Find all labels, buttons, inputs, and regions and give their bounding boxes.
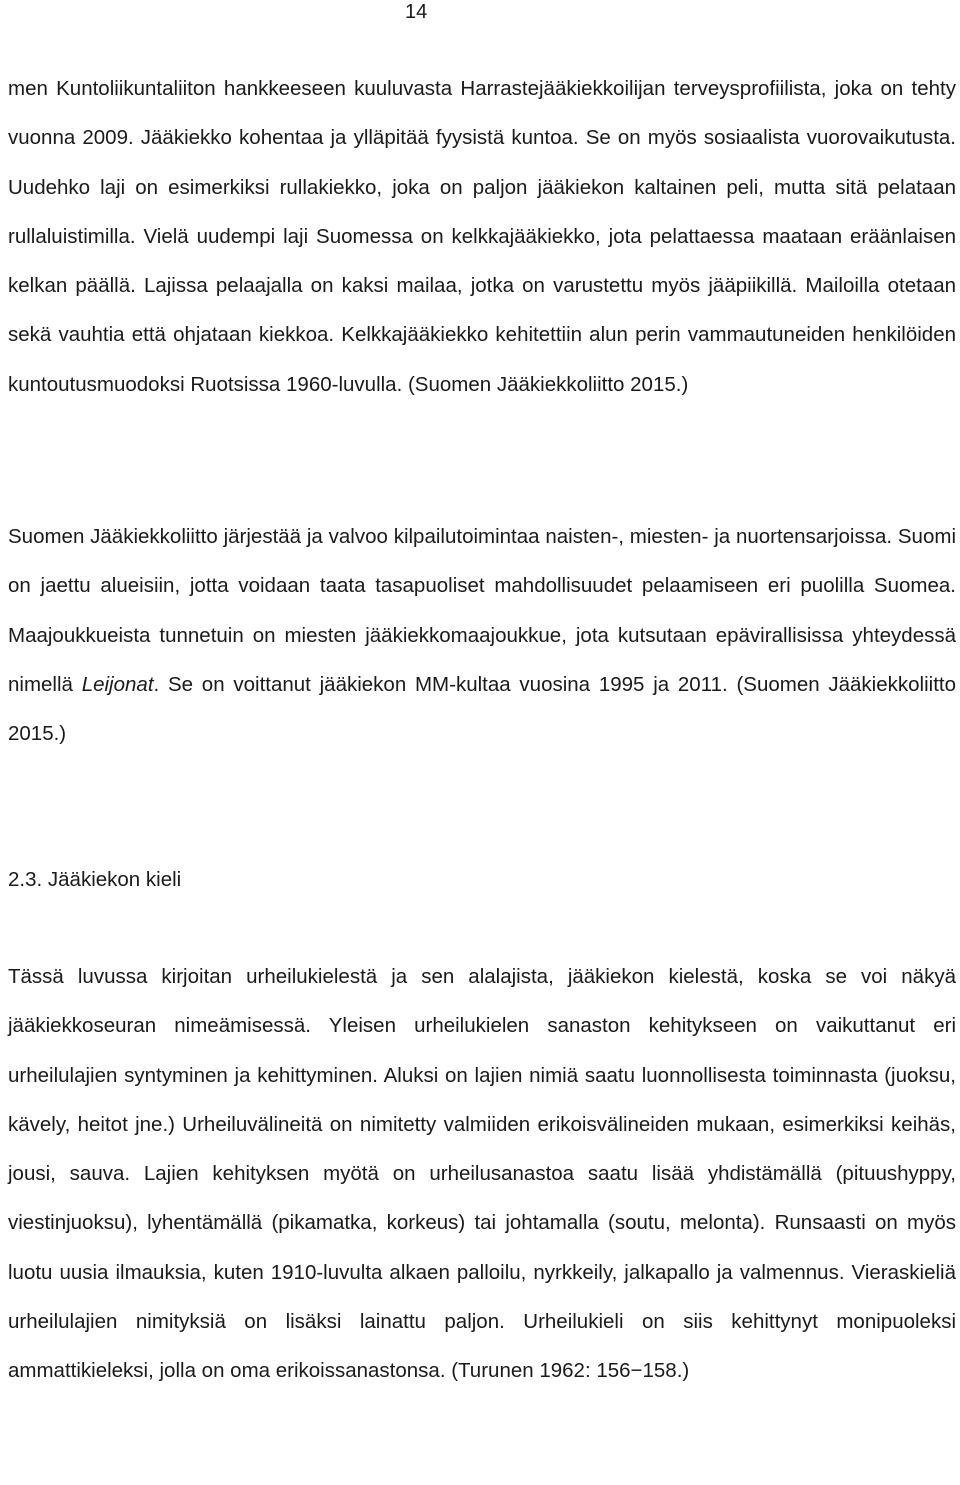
- paragraph-hockey-federation: [8, 512, 956, 758]
- paragraph-health-profile: [8, 64, 956, 409]
- paragraph-sports-language: [8, 952, 956, 1396]
- section-heading: 2.3. Jääkiekon kieli: [8, 868, 182, 891]
- paragraph-text: Suomen Jääkiekkoliitto järjestää ja valvoo kilpailutoimintaa naisten-, miesten- ja nuortensarjoissa. Suomi on jaettu alueisiin, jotta voidaan taata tasapuoliset mahdollisuudet pelaamiseen eri puolilla Suomea. Maajoukkueista tunnetuin on miesten jääkiekkomaajoukkue, jota kutsutaan epävirallisissa yhteydessä nimellä: [8, 525, 956, 696]
- emphasized-term: Leijonat: [81, 672, 154, 696]
- paragraph-text: . Se on voittanut jääkiekon MM-kultaa vuosina 1995 ja 2011. (Suomen Jääkiekkoliitto 2015.): [8, 672, 956, 746]
- page-number: 14: [405, 1, 428, 23]
- paragraph-text: men Kuntoliikuntaliiton hankkeeseen kuuluvasta Harrastejääkiekkoilijan terveysprofiilista, joka on tehty vuonna 2009. Jääkiekko kohentaa ja ylläpitää fyysistä kuntoa. Se on myös sosiaalista vuorovaikutusta. Uudehko laji on esimerkiksi rullakiekko, joka on paljon jääkiekon kaltainen peli, mutta sitä pelataan rullaluistimilla. Vielä uudempi laji Suomessa on kelkkajääkiekko, jota pelattaessa maataan eräänlaisen kelkan päällä. Lajissa pelaajalla on kaksi mailaa, jotka on varustettu myös jääpiikillä. Mailoilla otetaan sekä vauhtia että ohjataan kiekkoa. Kelkkajääkiekko kehitettiin alun perin vammautuneiden henkilöiden kuntoutusmuodoksi Ruotsissa 1960-luvulla. (Suomen Jääkiekkoliitto 2015.): [8, 77, 956, 396]
- paragraph-text: Tässä luvussa kirjoitan urheilukielestä ja sen alalajista, jääkiekon kielestä, koska se voi näkyä jääkiekkoseuran nimeämisessä. Yleisen urheilukielen sanaston kehitykseen on vaikuttanut eri urheilulajien syntyminen ja kehittyminen. Aluksi on lajien nimiä saatu luonnollisesta toiminnasta (juoksu, kävely, heitot jne.) Urheiluvälineitä on nimitetty valmiiden erikoisvälineiden mukaan, esimerkiksi keihäs, jousi, sauva. Lajien kehityksen myötä on urheilusanastoa saatu lisää yhdistämällä (pituushyppy, viestinjuoksu), lyhentämällä (pikamatka, korkeus) tai johtamalla (soutu, melonta). Runsaasti on myös luotu uusia ilmauksia, kuten 1910-luvulta alkaen palloilu, nyrkkeily, jalkapallo ja valmennus. Vieraskieliä urheilulajien nimityksiä on lisäksi lainattu paljon. Urheilukieli on siis kehittynyt monipuoleksi ammattikieleksi, jolla on oma erikoissanastonsa. (Turunen 1962: 156−158.): [8, 965, 956, 1383]
